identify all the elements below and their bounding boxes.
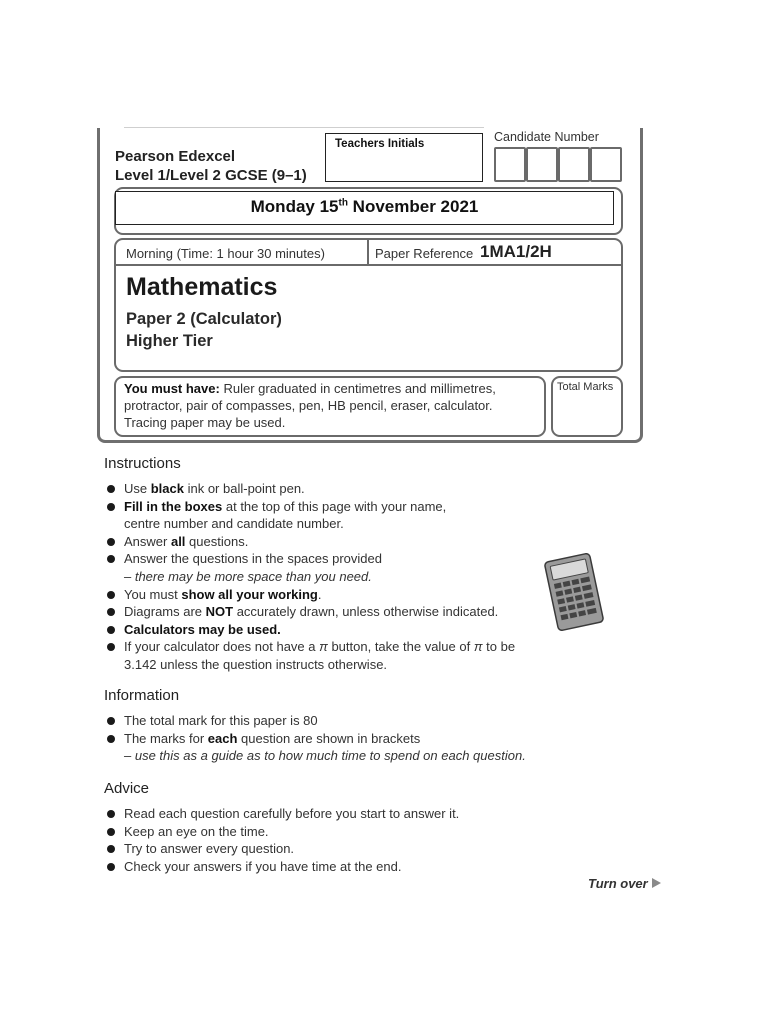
candidate-number-cell[interactable] — [590, 147, 622, 182]
must-have-text: You must have: Ruler graduated in centimetres and millimetres, protractor, pair of compasses, pen, HB pencil, eraser, calculator. Tracing paper may be used. — [124, 381, 496, 430]
session-time: Morning (Time: 1 hour 30 minutes) — [126, 246, 325, 261]
list-item: Answer all questions. — [104, 533, 544, 551]
list-item: You must show all your working. — [104, 586, 544, 604]
session-vertical-divider — [367, 240, 369, 264]
list-item: The total mark for this paper is 80 — [104, 712, 544, 730]
list-item: The marks for each question are shown in brackets — [104, 730, 544, 748]
list-item: Diagrams are NOT accurately drawn, unless otherwise indicated. — [104, 603, 544, 621]
list-item-continuation: 3.142 unless the question instructs otherwise. — [124, 656, 388, 672]
information-list — [104, 712, 544, 765]
top-rule — [124, 127, 484, 128]
total-marks-label: Total Marks — [557, 381, 614, 393]
advice-heading: Advice — [104, 780, 150, 797]
list-item: Use black ink or ball-point pen. — [104, 480, 544, 498]
list-item: Keep an eye on the time. — [104, 823, 544, 841]
list-item: Read each question carefully before you start to answer it. — [104, 805, 544, 823]
instructions-heading: Instructions — [104, 455, 181, 472]
calculator-icon — [539, 553, 609, 631]
list-item: Fill in the boxes at the top of this page with your name, — [104, 498, 544, 516]
teachers-initials-label: Teachers Initials — [335, 138, 425, 150]
tier: Higher Tier — [126, 332, 213, 350]
qualification-level: Level 1/Level 2 GCSE (9–1) — [115, 167, 307, 184]
advice-list — [104, 805, 544, 875]
play-arrow-icon — [652, 878, 661, 888]
list-item: If your calculator does not have a π button, take the value of π to be — [104, 638, 544, 656]
exam-board: Pearson Edexcel — [115, 148, 236, 165]
list-item: Try to answer every question. — [104, 840, 544, 858]
exam-date: Monday 15th November 2021 — [250, 197, 479, 216]
list-item: Calculators may be used. — [104, 621, 544, 639]
candidate-number-cell[interactable] — [558, 147, 590, 182]
turn-over-label: Turn over — [588, 876, 648, 891]
list-item: Answer the questions in the spaces provided — [104, 550, 544, 568]
list-item: Check your answers if you have time at the end. — [104, 858, 544, 876]
list-item-continuation: – there may be more space than you need. — [124, 568, 372, 584]
candidate-number-label: Candidate Number — [494, 130, 599, 144]
instructions-list — [104, 480, 544, 674]
paper-reference-label: Paper Reference — [375, 246, 474, 261]
list-item-continuation: – use this as a guide as to how much time to spend on each question. — [124, 748, 526, 764]
subject-title: Mathematics — [126, 273, 278, 301]
candidate-number-cell[interactable] — [526, 147, 558, 182]
paper-name: Paper 2 (Calculator) — [126, 310, 282, 328]
list-item-continuation: centre number and candidate number. — [124, 516, 344, 532]
paper-reference-code: 1MA1/2H — [480, 242, 552, 261]
session-divider — [114, 264, 621, 266]
information-heading: Information — [104, 687, 180, 704]
candidate-number-cell[interactable] — [494, 147, 526, 182]
